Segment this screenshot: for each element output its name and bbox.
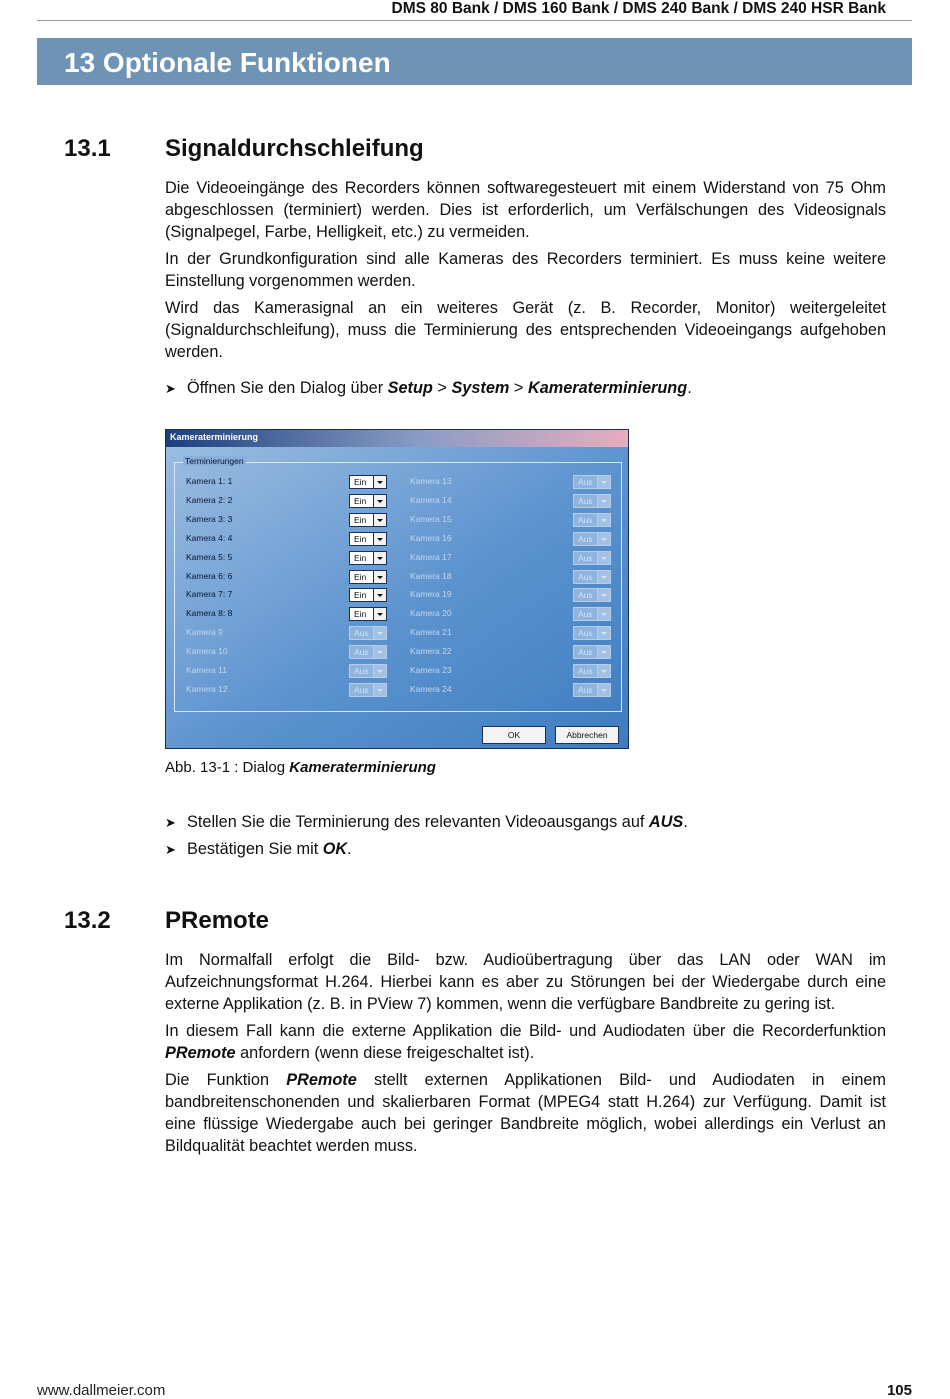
dropdown-arrow-icon xyxy=(373,627,386,639)
dropdown-arrow-icon[interactable] xyxy=(373,571,386,583)
dropdown-arrow-icon xyxy=(373,684,386,696)
camera-label: Kamera 1: 1 xyxy=(186,476,233,486)
termination-select[interactable] xyxy=(349,475,387,489)
termination-select xyxy=(573,570,611,584)
dropdown-arrow-icon[interactable] xyxy=(373,552,386,564)
ok-button[interactable]: OK xyxy=(482,726,546,744)
select-value: Aus xyxy=(578,590,593,600)
instruction-bullet: ➤ Öffnen Sie den Dialog über Setup > System > Kameraterminierung. xyxy=(165,377,692,400)
figure-caption: Abb. 13-1 : Dialog Kameraterminierung xyxy=(165,759,436,776)
dropdown-arrow-icon xyxy=(597,665,610,677)
termination-select xyxy=(573,551,611,565)
select-value: Ein xyxy=(354,553,367,563)
camera-label: Kamera 2: 2 xyxy=(186,495,233,505)
paragraph: Die Funktion PRemote stellt externen Applikationen Bild- und Audiodaten in einem bandbreitenschonenden und skalierbaren Format (MPEG4 statt H.264) zur Verfügung. Damit ist eine flüssige Wiedergabe auch bei geringer Bandbreite möglich, wobei allerdings ein Verlust an Bildqualität beachtet werden muss. xyxy=(165,1071,886,1155)
termination-select[interactable] xyxy=(349,588,387,602)
chapter-bar xyxy=(37,38,912,85)
camera-label: Kamera 16 xyxy=(410,533,452,543)
kameraterminierung-dialog xyxy=(165,429,629,749)
select-value: Ein xyxy=(354,590,367,600)
dropdown-arrow-icon xyxy=(597,646,610,658)
termination-select[interactable] xyxy=(349,570,387,584)
termination-select xyxy=(573,532,611,546)
group-label: Terminierungen xyxy=(185,456,244,466)
dialog-title: Kameraterminierung xyxy=(170,432,259,442)
camera-label: Kamera 17 xyxy=(410,552,452,562)
select-value: Aus xyxy=(578,609,593,619)
paragraph: In der Grundkonfiguration sind alle Kameras des Recorders terminiert. Es muss keine weitere Einstellung vorgenommen werden. xyxy=(165,250,886,290)
select-value: Aus xyxy=(578,628,593,638)
menu-path-kameraterminierung: Kameraterminierung xyxy=(527,379,688,397)
select-value: Aus xyxy=(354,628,369,638)
termination-select[interactable] xyxy=(349,513,387,527)
dropdown-arrow-icon xyxy=(597,552,610,564)
select-value: Aus xyxy=(354,647,369,657)
termination-select xyxy=(573,664,611,678)
dropdown-arrow-icon[interactable] xyxy=(373,514,386,526)
termination-select[interactable] xyxy=(349,551,387,565)
paragraph: Die Videoeingänge des Recorders können softwaregesteuert mit einem Widerstand von 75 Ohm abgeschlossen (terminiert) werden. Dies ist erforderlich, um Verfälschungen des Videosignals (Signalpegel, Farbe, Helligkeit, etc.) zu vermeiden. xyxy=(165,179,886,241)
termination-select xyxy=(573,588,611,602)
select-value: Aus xyxy=(578,647,593,657)
terminierungen-group xyxy=(174,456,622,712)
select-value: Aus xyxy=(578,553,593,563)
dropdown-arrow-icon xyxy=(597,571,610,583)
termination-select xyxy=(573,645,611,659)
select-value: Aus xyxy=(354,685,369,695)
dropdown-arrow-icon xyxy=(597,589,610,601)
select-value: Ein xyxy=(354,477,367,487)
dropdown-arrow-icon[interactable] xyxy=(373,589,386,601)
camera-label: Kamera 22 xyxy=(410,646,452,656)
dropdown-arrow-icon xyxy=(597,627,610,639)
termination-select[interactable] xyxy=(349,494,387,508)
cancel-button[interactable]: Abbrechen xyxy=(555,726,619,744)
camera-label: Kamera 24 xyxy=(410,684,452,694)
termination-select xyxy=(349,626,387,640)
select-value: Aus xyxy=(578,515,593,525)
dropdown-arrow-icon xyxy=(597,684,610,696)
camera-label: Kamera 15 xyxy=(410,514,452,524)
section-title: PRemote xyxy=(165,907,270,934)
dropdown-arrow-icon xyxy=(597,476,610,488)
termination-select xyxy=(349,683,387,697)
section-title: Signaldurchschleifung xyxy=(165,135,424,162)
page-header-title: DMS 80 Bank / DMS 160 Bank / DMS 240 Bank / DMS 240 HSR Bank xyxy=(391,0,886,17)
dropdown-arrow-icon[interactable] xyxy=(373,608,386,620)
instruction-bullet: ➤ Bestätigen Sie mit OK. xyxy=(165,838,352,861)
arrow-bullet-icon: ➤ xyxy=(165,842,176,857)
select-value: Aus xyxy=(578,534,593,544)
dropdown-arrow-icon xyxy=(597,495,610,507)
dropdown-arrow-icon[interactable] xyxy=(373,495,386,507)
termination-select[interactable] xyxy=(349,532,387,546)
termination-select xyxy=(573,475,611,489)
dropdown-arrow-icon[interactable] xyxy=(373,476,386,488)
instruction-bullet: ➤ Stellen Sie die Terminierung des relevanten Videoausgangs auf AUS. xyxy=(165,811,688,834)
dropdown-arrow-icon xyxy=(597,514,610,526)
menu-path-system: System xyxy=(451,379,510,397)
dialog-titlebar xyxy=(166,430,628,447)
select-value: Aus xyxy=(578,685,593,695)
section-number: 13.2 xyxy=(64,907,111,934)
select-value: Aus xyxy=(578,572,593,582)
page-number: 105 xyxy=(886,1382,912,1399)
camera-label: Kamera 20 xyxy=(410,608,452,618)
arrow-bullet-icon: ➤ xyxy=(165,815,176,830)
arrow-bullet-icon: ➤ xyxy=(165,381,176,396)
camera-label: Kamera 10 xyxy=(186,646,228,656)
termination-select[interactable] xyxy=(349,607,387,621)
dropdown-arrow-icon xyxy=(597,608,610,620)
chapter-title: 13 Optionale Funktionen xyxy=(64,47,391,78)
termination-select xyxy=(573,626,611,640)
camera-label: Kamera 12 xyxy=(186,684,228,694)
dropdown-arrow-icon[interactable] xyxy=(373,533,386,545)
section-number: 13.1 xyxy=(64,135,111,162)
termination-select xyxy=(573,494,611,508)
select-value: Aus xyxy=(578,496,593,506)
camera-label: Kamera 6: 6 xyxy=(186,571,233,581)
camera-label: Kamera 21 xyxy=(410,627,452,637)
select-value: Ein xyxy=(354,534,367,544)
termination-select xyxy=(573,513,611,527)
dropdown-arrow-icon xyxy=(373,665,386,677)
camera-label: Kamera 5: 5 xyxy=(186,552,233,562)
termination-select xyxy=(349,664,387,678)
camera-label: Kamera 23 xyxy=(410,665,452,675)
menu-path-setup: Setup xyxy=(387,379,433,397)
camera-label: Kamera 8: 8 xyxy=(186,608,233,618)
termination-select xyxy=(573,607,611,621)
select-value: Ein xyxy=(354,609,367,619)
camera-label: Kamera 3: 3 xyxy=(186,514,233,524)
termination-select xyxy=(573,683,611,697)
paragraph: In diesem Fall kann die externe Applikation die Bild- und Audiodaten über die Recorderfunktion PRemote anfordern (wenn diese freigeschaltet ist). xyxy=(165,1022,886,1062)
camera-label: Kamera 13 xyxy=(410,476,452,486)
camera-label: Kamera 11 xyxy=(186,665,227,675)
termination-select xyxy=(349,645,387,659)
select-value: Ein xyxy=(354,572,367,582)
dropdown-arrow-icon xyxy=(597,533,610,545)
select-value: Ein xyxy=(354,515,367,525)
header-rule xyxy=(37,20,912,21)
camera-label: Kamera 4: 4 xyxy=(186,533,233,543)
select-value: Aus xyxy=(354,666,369,676)
select-value: Aus xyxy=(578,666,593,676)
camera-label: Kamera 18 xyxy=(410,571,452,581)
camera-label: Kamera 14 xyxy=(410,495,452,505)
paragraph: Im Normalfall erfolgt die Bild- bzw. Audioübertragung über das LAN oder WAN im Aufzeichnungsformat H.264. Hierbei kann es aber zu Störungen bei der Wiedergabe durch eine externe Applikation (z. B. in PView 7) kommen, wenn die verfügbare Bandbreite zu gering ist. xyxy=(165,951,886,1013)
camera-label: Kamera 9 xyxy=(186,627,223,637)
camera-label: Kamera 19 xyxy=(410,589,452,599)
footer-url: www.dallmeier.com xyxy=(37,1382,166,1399)
select-value: Aus xyxy=(578,477,593,487)
select-value: Ein xyxy=(354,496,367,506)
dropdown-arrow-icon xyxy=(373,646,386,658)
paragraph: Wird das Kamerasignal an ein weiteres Gerät (z. B. Recorder, Monitor) weitergeleitet (Signaldurchschleifung), muss die Terminierung des entsprechenden Videoeingangs aufgehoben werden. xyxy=(165,299,886,361)
camera-label: Kamera 7: 7 xyxy=(186,589,233,599)
